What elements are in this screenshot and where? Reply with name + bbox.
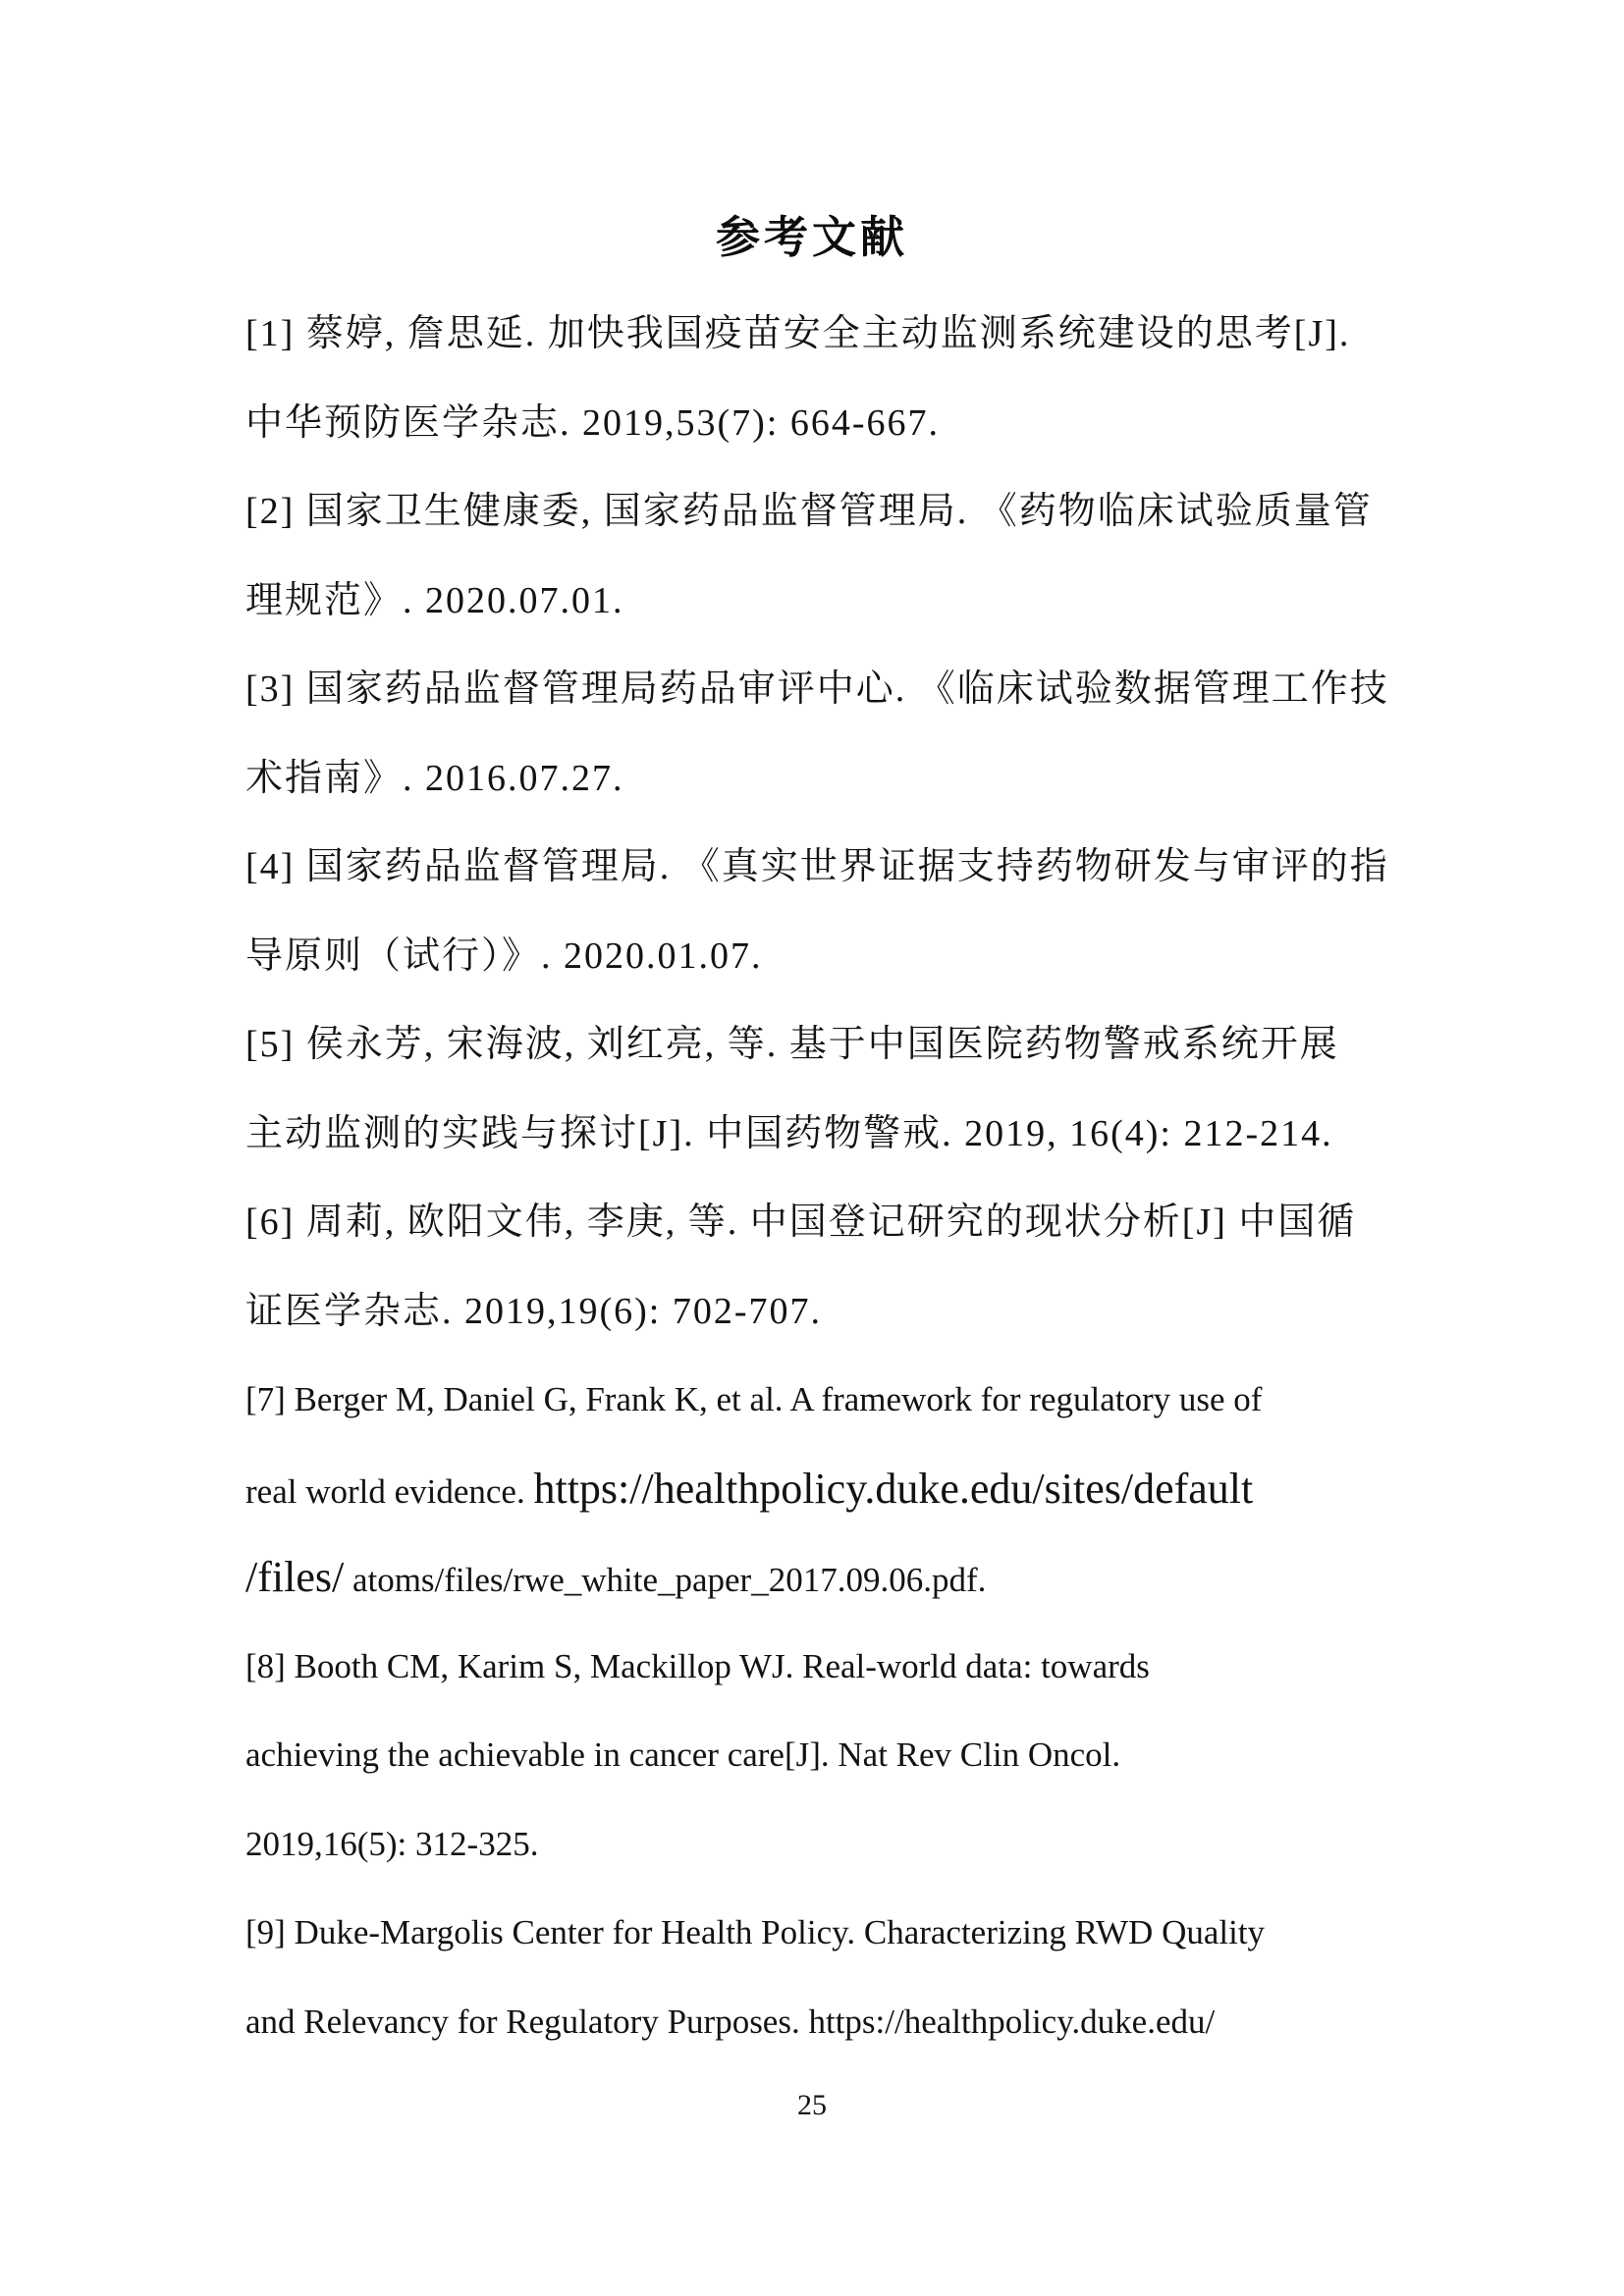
url-text: https://healthpolicy.duke.edu/sites/default: [533, 1464, 1254, 1513]
reference-line: [8] Booth CM, Karim S, Mackillop WJ. Real-world data: towards: [245, 1646, 1150, 1685]
reference-line: 主动监测的实践与探讨[J]. 中国药物警戒. 2019, 16(4): 212-214.: [245, 1112, 1333, 1154]
reference-line: [5] 侯永芳, 宋海波, 刘红亮, 等. 基于中国医院药物警戒系统开展: [245, 1024, 1339, 1065]
references-list: [245, 290, 1389, 2066]
reference-line: 证医学杂志. 2019,19(6): 702-707.: [245, 1290, 823, 1332]
reference-line: [1] 蔡婷, 詹思延. 加快我国疫苗安全主动监测系统建设的思考[J].: [245, 313, 1351, 354]
reference-line: 中华预防医学杂志. 2019,53(7): 664-667.: [245, 401, 941, 444]
reference-line: 导原则（试行）》. 2020.01.07.: [245, 934, 763, 977]
reference-line: and Relevancy for Regulatory Purposes. https://healthpolicy.duke.edu/: [245, 2002, 1216, 2041]
reference-line: 2019,16(5): 312-325.: [245, 1824, 539, 1863]
reference-line: 理规范》. 2020.07.01.: [245, 579, 624, 621]
reference-text: real world evidence.: [245, 1471, 534, 1511]
reference-line: achieving the achievable in cancer care[J]. Nat Rev Clin Oncol.: [245, 1735, 1121, 1774]
references-title: 参考文献: [715, 211, 908, 263]
url-text: /files/: [245, 1553, 345, 1601]
reference-line: [4] 国家药品监督管理局. 《真实世界证据支持药物研发与审评的指: [245, 846, 1389, 887]
reference-line: [7] Berger M, Daniel G, Frank K, et al. A framework for regulatory use of: [245, 1380, 1263, 1418]
reference-line: [3] 国家药品监督管理局药品审评中心. 《临床试验数据管理工作技: [245, 668, 1389, 710]
reference-line: [2] 国家卫生健康委, 国家药品监督管理局. 《药物临床试验质量管: [245, 491, 1373, 532]
reference-line: [9] Duke-Margolis Center for Health Policy. Characterizing RWD Quality: [245, 1913, 1266, 1951]
page-number: 25: [797, 2089, 827, 2121]
reference-line: [6] 周莉, 欧阳文伟, 李庚, 等. 中国登记研究的现状分析[J] 中国循: [245, 1201, 1357, 1243]
reference-text: atoms/files/rwe_white_paper_2017.09.06.pdf.: [344, 1561, 987, 1599]
reference-line: [245, 1533, 1384, 1623]
reference-line: [245, 1445, 1384, 1534]
reference-line: 术指南》. 2016.07.27.: [245, 757, 624, 799]
